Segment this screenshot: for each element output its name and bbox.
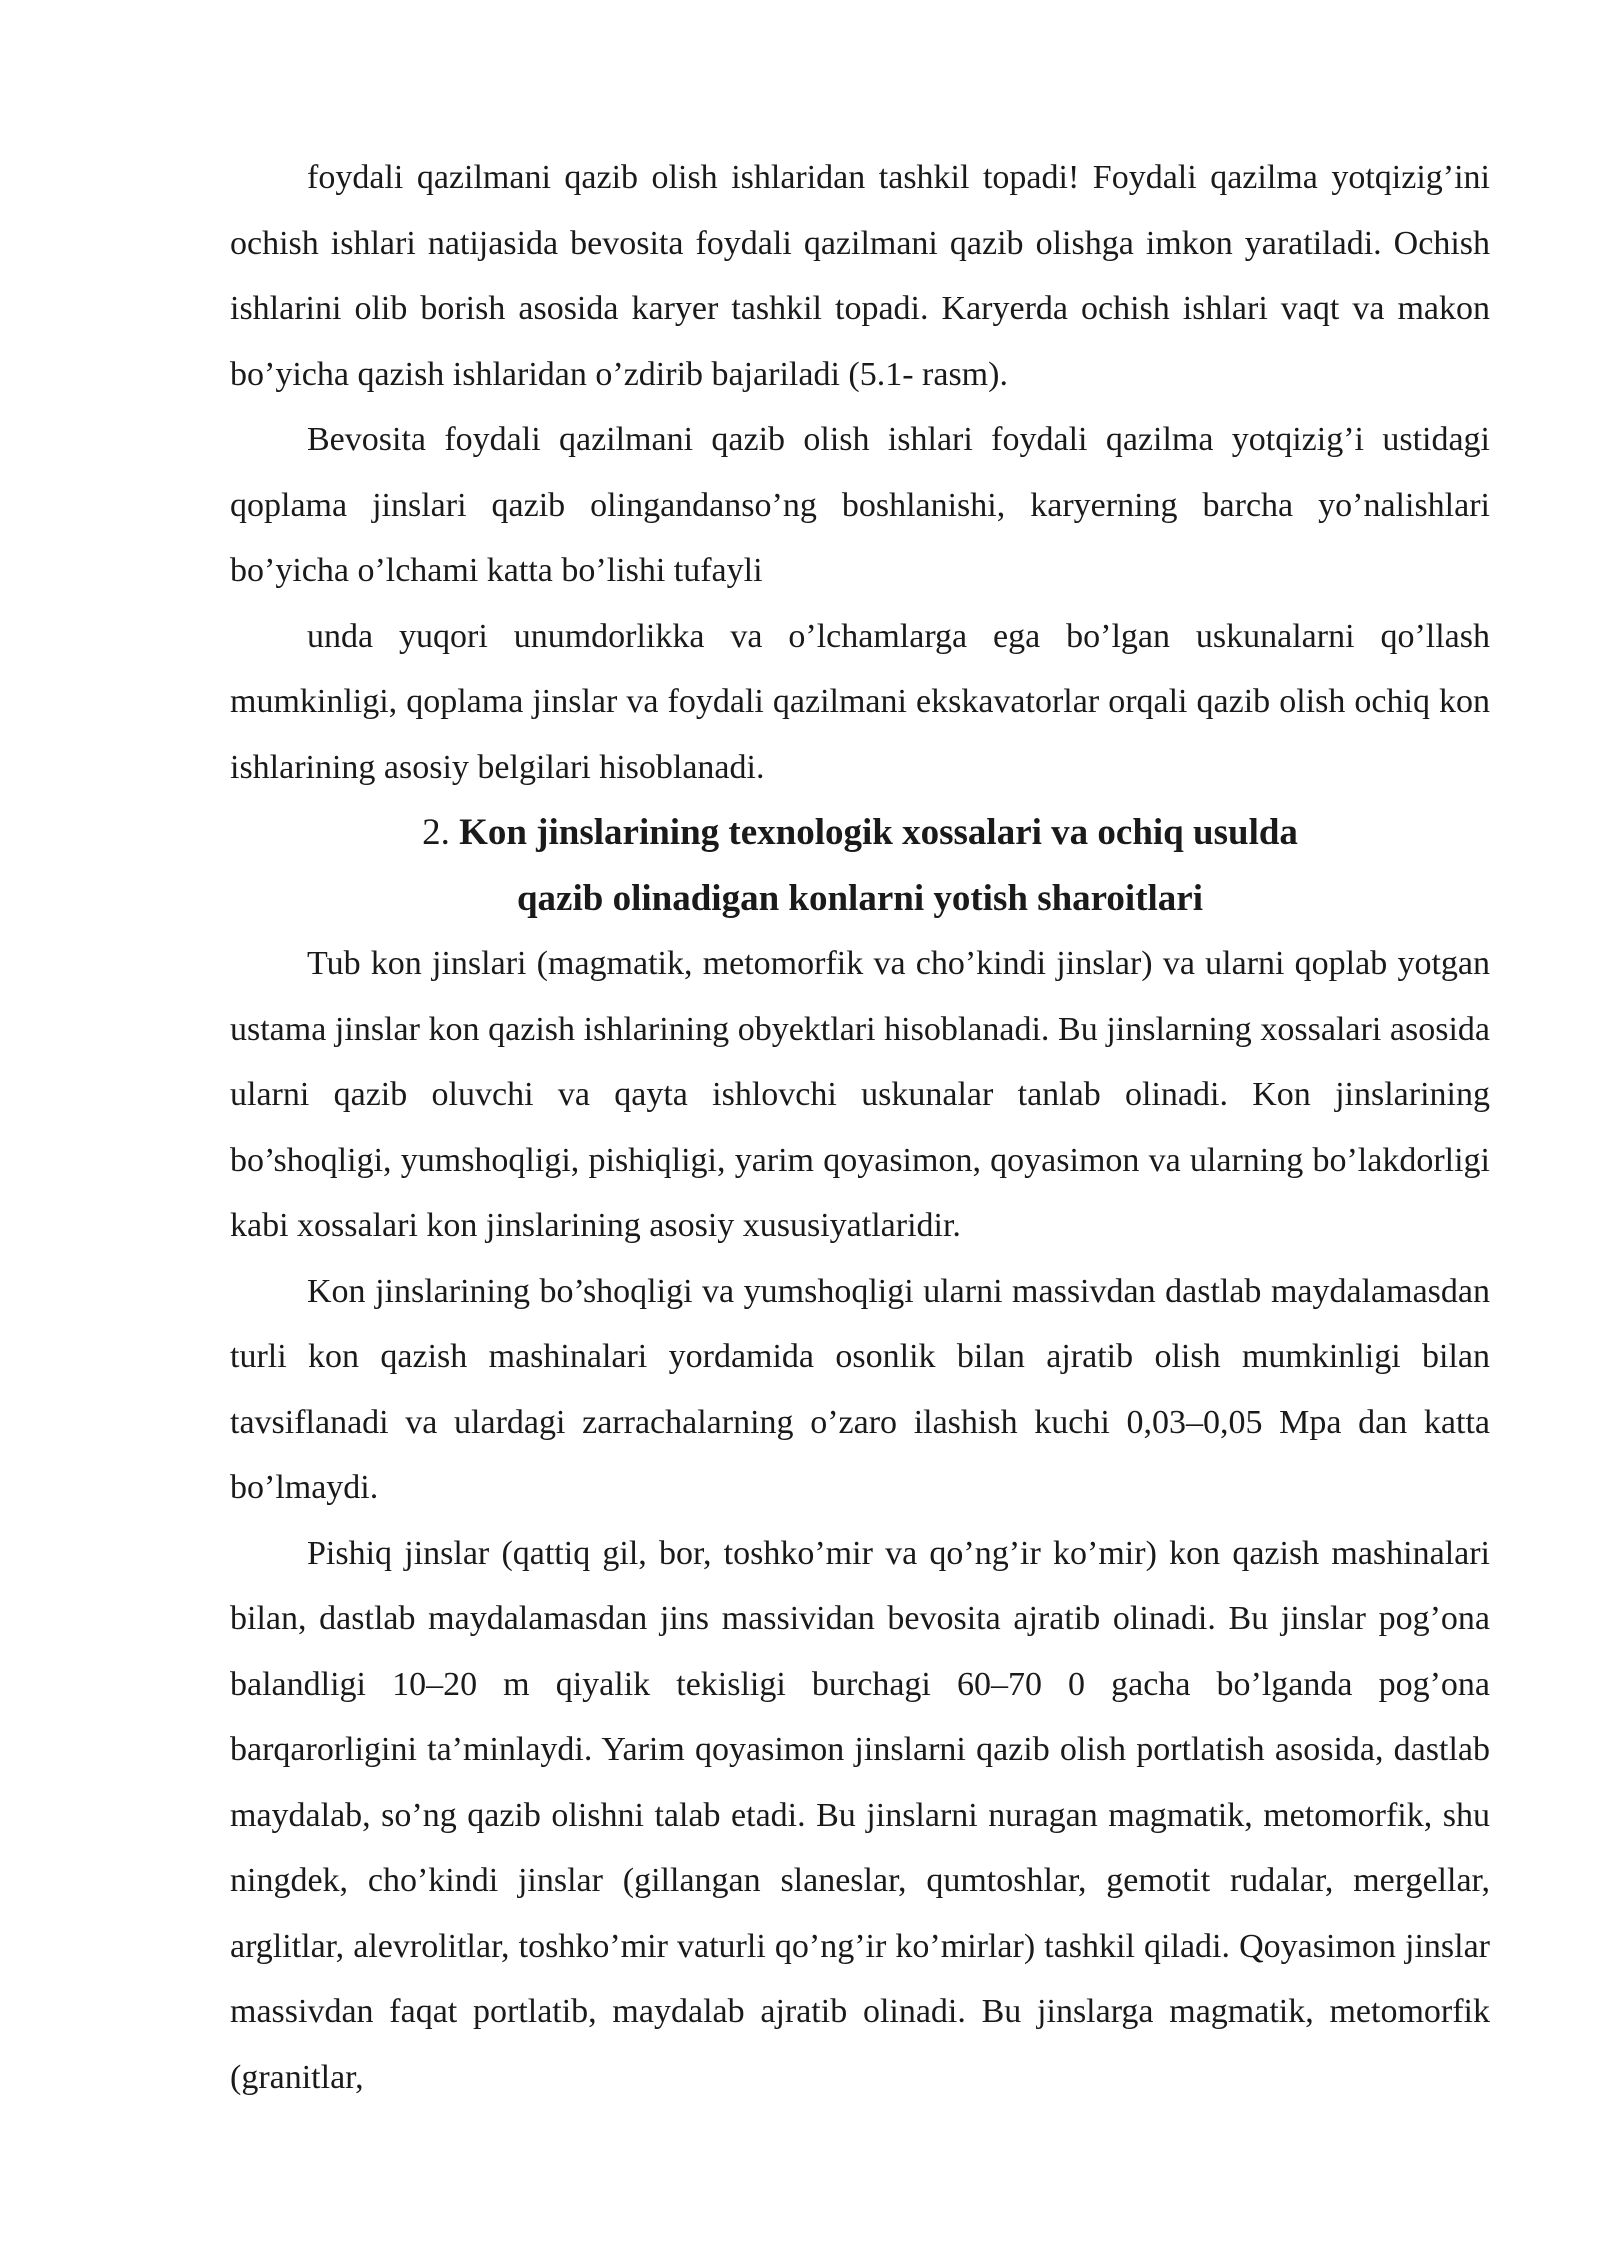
section-title-line-2: qazib olinadigan konlarni yotish sharoitlari xyxy=(516,877,1204,919)
paragraph-5: Kon jinslarining bo’shoqligi va yumshoqligi ularni massivdan dastlab maydalamasdan turli kon qazish mashinalari yordamida osonlik bilan ajratib olish mumkinligi bilan tavsiflanadi va ulardagi zarrachalarning o’zaro ilashish kuchi 0,03–0,05 Mpa dan katta bo’lmaydi. xyxy=(230,1272,1490,1506)
paragraph-1: foydali qazilmani qazib olish ishlaridan tashkil topadi! Foydali qazilma yotqizig’ini ochish ishlari natijasida bevosita foydali qazilmani qazib olishga imkon yaratiladi. Ochish ishlarini olib borish asosida karyer tashkil topadi. Karyerda ochish ishlari vaqt va makon bo’yicha qazish ishlaridan o’zdirib bajariladi (5.1- rasm). xyxy=(230,159,1490,393)
document-page xyxy=(230,145,1490,2110)
paragraph-4: Tub kon jinslari (magmatik, metomorfik va cho’kindi jinslar) va ularni qoplab yotgan ustama jinslar kon qazish ishlarining obyektlari hisoblanadi. Bu jinslarning xossalari asosida ularni qazib oluvchi va qayta ishlovchi uskunalar tanlab olinadi. Kon jinslarining bo’shoqligi, yumshoqligi, pishiqligi, yarim qoyasimon, qoyasimon va ularning bo’lakdorligi kabi xossalari kon jinslarining asosiy xususiyatlaridir. xyxy=(230,945,1490,1244)
paragraph-6: Pishiq jinslar (qattiq gil, bor, toshko’mir va qo’ng’ir ko’mir) kon qazish mashinalari bilan, dastlab maydalamasdan jins massividan bevosita ajratib olinadi. Bu jinslar pog’ona balandligi 10–20 m qiyalik tekisligi burchagi 60–70 0 gacha bo’lganda pog’ona barqarorligini ta’minlaydi. Yarim qoyasimon jinslarni qazib olish portlatish asosida, dastlab maydalab, so’ng qazib olishni talab etadi. Bu jinslarni nuragan magmatik, metomorfik, shu ningdek, cho’kindi jinslar (gillangan slaneslar, qumtoshlar, gemotit rudalar, mergellar, arglitlar, alevrolitlar, toshko’mir vaturli qo’ng’ir ko’mirlar) tashkil qiladi. Qoyasimon jinslar massivdan faqat portlatib, maydalab ajratib olinadi. Bu jinslarga magmatik, metomorfik (granitlar, xyxy=(230,1534,1490,2096)
section-number: 2. xyxy=(422,812,450,853)
paragraph-3: unda yuqori unumdorlikka va o’lchamlarga ega bo’lgan uskunalarni qo’llash mumkinligi, qoplama jinslar va foydali qazilmani ekskavatorlar orqali qazib olish ochiq kon ishlarining asosiy belgilari hisoblanadi. xyxy=(230,617,1490,786)
paragraph-2: Bevosita foydali qazilmani qazib olish ishlari foydali qazilma yotqizig’i ustidagi qoplama jinslari qazib olingandanso’ng boshlanishi, karyerning barcha yo’nalishlari bo’yicha o’lchami katta bo’lishi tufayli xyxy=(230,421,1490,589)
section-heading xyxy=(230,800,1490,931)
section-title-line-1: Kon jinslarining texnologik xossalari va ochiq usulda xyxy=(459,812,1298,853)
section-heading-line-1 xyxy=(230,800,1490,866)
